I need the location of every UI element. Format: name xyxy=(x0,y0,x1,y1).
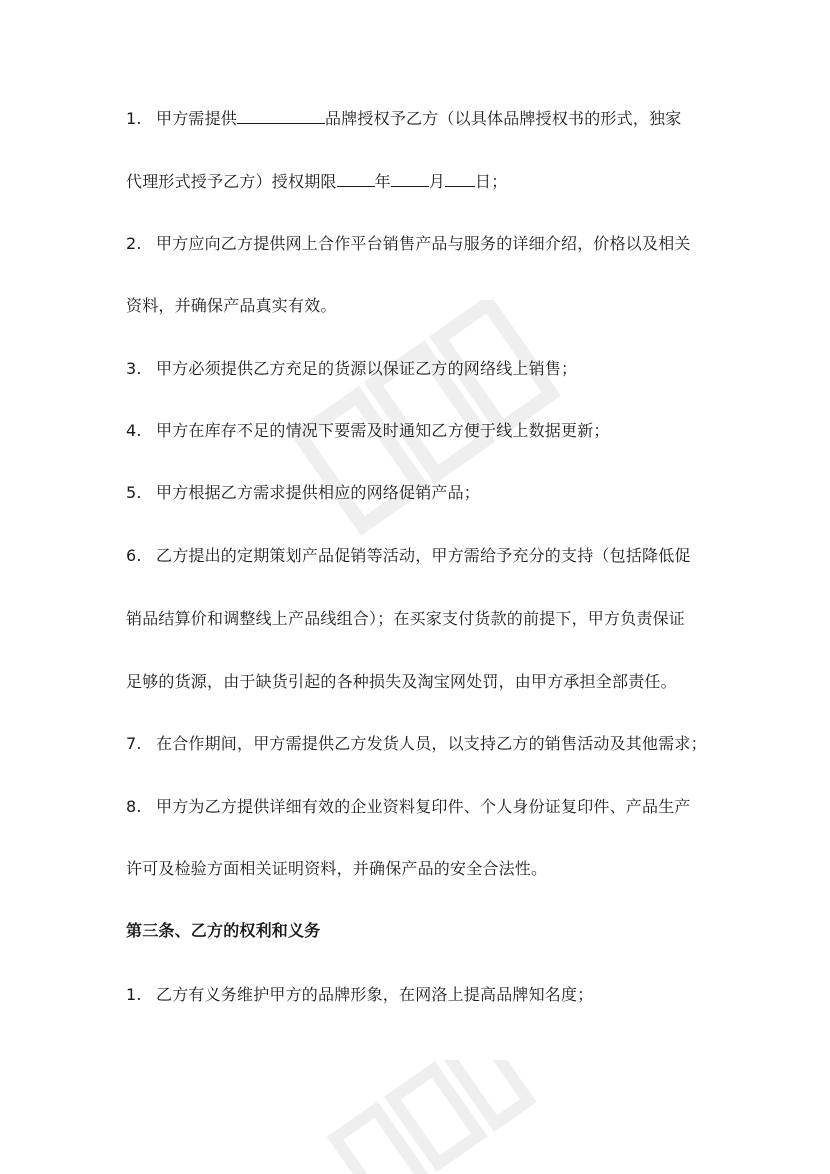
clause-item-8-line-2 xyxy=(126,859,547,879)
item-text: 销品结算价和调整线上产品线组合）；在买家支付货款的前提下，甲方负责保证 xyxy=(126,609,686,628)
fill-in-blank-day[interactable] xyxy=(445,171,475,187)
clause-item-4 xyxy=(126,421,610,441)
item-text: 在合作期间，甲方需提供乙方发货人员，以支持乙方的销售活动及其他需求； xyxy=(156,734,707,753)
clause-item-5 xyxy=(126,483,480,503)
clause-item-2-line-2 xyxy=(126,296,337,316)
section3-item-1 xyxy=(126,985,593,1005)
item-number: 4. xyxy=(126,421,142,440)
clause-item-2-line-1 xyxy=(126,234,691,254)
clause-item-6-line-2 xyxy=(126,609,685,629)
item-number: 5. xyxy=(126,483,142,502)
item-text: 足够的货源，由于缺货引起的各种损失及淘宝网处罚，由甲方承担全部责任。 xyxy=(126,672,677,691)
day-label: 日； xyxy=(475,172,508,191)
fill-in-blank-year[interactable] xyxy=(337,171,375,187)
item-text: 乙方提出的定期策划产品促销等活动，甲方需给予充分的支持（包括降低促 xyxy=(156,546,691,565)
item-number: 1. xyxy=(126,109,142,128)
clause-item-6-line-3 xyxy=(126,672,677,692)
item-text: 品牌授权予乙方（以具体品牌授权书的形式，独家 xyxy=(325,109,682,128)
item-number: 6. xyxy=(126,546,142,565)
item-number: 3. xyxy=(126,359,142,378)
item-number: 2. xyxy=(126,234,142,253)
clause-item-6-line-1 xyxy=(126,546,691,566)
item-number: 7. xyxy=(126,734,142,753)
item-text: 甲方应向乙方提供网上合作平台销售产品与服务的详细介绍，价格以及相关 xyxy=(156,234,691,253)
clause-item-3 xyxy=(126,359,577,379)
clause-item-1-line-2 xyxy=(126,171,507,192)
item-text: 许可及检验方面相关证明资料，并确保产品的安全合法性。 xyxy=(126,859,548,878)
month-label: 月 xyxy=(428,172,446,191)
section-heading: 第三条、乙方的权利和义务 xyxy=(126,921,321,940)
item-text: 资料，并确保产品真实有效。 xyxy=(126,296,337,315)
fill-in-blank-brand[interactable] xyxy=(237,108,325,124)
item-text: 甲方根据乙方需求提供相应的网络促销产品； xyxy=(156,483,481,502)
fill-in-blank-month[interactable] xyxy=(391,171,429,187)
clause-item-8-line-1 xyxy=(126,797,691,817)
clause-item-1-line-1 xyxy=(126,108,681,129)
item-number: 8. xyxy=(126,797,142,816)
item-number: 1. xyxy=(126,985,142,1004)
year-label: 年 xyxy=(374,172,391,191)
item-text: 代理形式授予乙方）授权期限 xyxy=(126,172,337,191)
watermark-graphic-bottom xyxy=(320,1060,540,1174)
item-text: 甲方必须提供乙方充足的货源以保证乙方的网络线上销售； xyxy=(156,359,578,378)
item-text: 甲方为乙方提供详细有效的企业资料复印件、个人身份证复印件、产品生产 xyxy=(156,797,691,816)
item-text: 甲方需提供 xyxy=(156,109,238,128)
item-text: 甲方在库存不足的情况下要需及时通知乙方便于线上数据更新； xyxy=(156,421,610,440)
item-text: 乙方有义务维护甲方的品牌形象，在网洛上提高品牌知名度； xyxy=(156,985,594,1004)
clause-item-7 xyxy=(126,734,707,754)
